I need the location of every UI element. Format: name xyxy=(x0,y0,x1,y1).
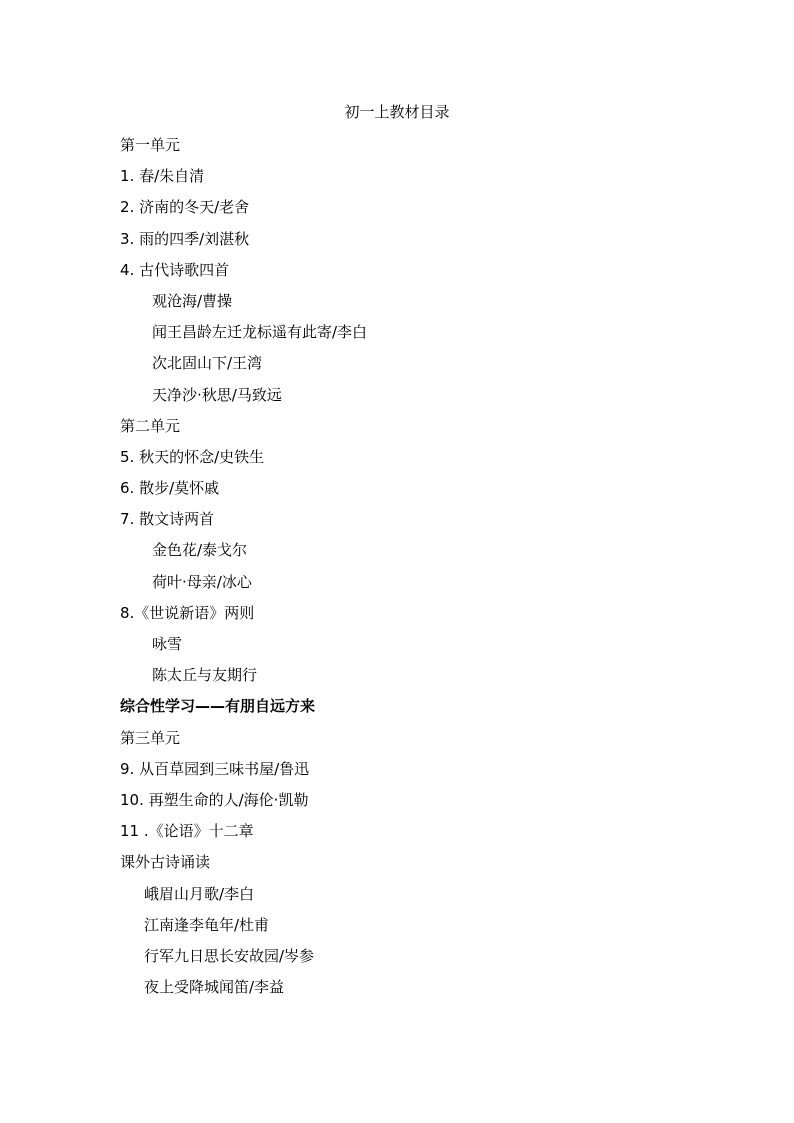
toc-entry: 7. 散文诗两首 xyxy=(120,510,215,529)
toc-subentry: 夜上受降城闻笛/李益 xyxy=(144,978,285,997)
toc-subentry: 金色花/泰戈尔 xyxy=(152,541,248,560)
toc-entry: 6. 散步/莫怀戚 xyxy=(120,479,220,498)
table-of-contents xyxy=(0,132,794,1005)
toc-subentry: 次北固山下/王湾 xyxy=(152,354,263,373)
toc-entry: 综合性学习——有朋自远方来 xyxy=(120,697,316,716)
toc-entry: 9. 从百草园到三味书屋/鲁迅 xyxy=(120,759,310,778)
toc-subentry: 峨眉山月歌/李白 xyxy=(144,884,255,903)
toc-subentry: 荷叶·母亲/冰心 xyxy=(152,572,252,591)
toc-entry: 第二单元 xyxy=(120,416,181,435)
toc-entry: 2. 济南的冬天/老舍 xyxy=(120,198,250,217)
toc-entry: 10. 再塑生命的人/海伦·凯勒 xyxy=(120,790,309,809)
toc-subentry: 陈太丘与友期行 xyxy=(152,666,258,685)
toc-entry: 8.《世说新语》两则 xyxy=(120,603,255,622)
toc-entry: 课外古诗诵读 xyxy=(120,853,211,872)
toc-subentry: 行军九日思长安故园/岑参 xyxy=(144,946,315,965)
document-title: 初一上教材目录 xyxy=(344,103,450,121)
toc-subentry: 天净沙·秋思/马致远 xyxy=(152,385,282,404)
toc-entry: 5. 秋天的怀念/史铁生 xyxy=(120,447,265,466)
toc-entry: 第三单元 xyxy=(120,728,181,747)
toc-entry: 第一单元 xyxy=(120,136,181,154)
toc-subentry: 观沧海/曹操 xyxy=(152,291,233,310)
toc-subentry: 江南逢李龟年/杜甫 xyxy=(144,915,270,934)
toc-entry: 1. 春/朱自清 xyxy=(120,167,205,186)
toc-entry: 3. 雨的四季/刘湛秋 xyxy=(120,229,250,248)
toc-subentry: 闻王昌龄左迁龙标遥有此寄/李白 xyxy=(152,323,368,342)
toc-entry: 4. 古代诗歌四首 xyxy=(120,260,230,279)
toc-entry: 11 .《论语》十二章 xyxy=(120,822,254,841)
toc-subentry: 咏雪 xyxy=(152,635,183,653)
